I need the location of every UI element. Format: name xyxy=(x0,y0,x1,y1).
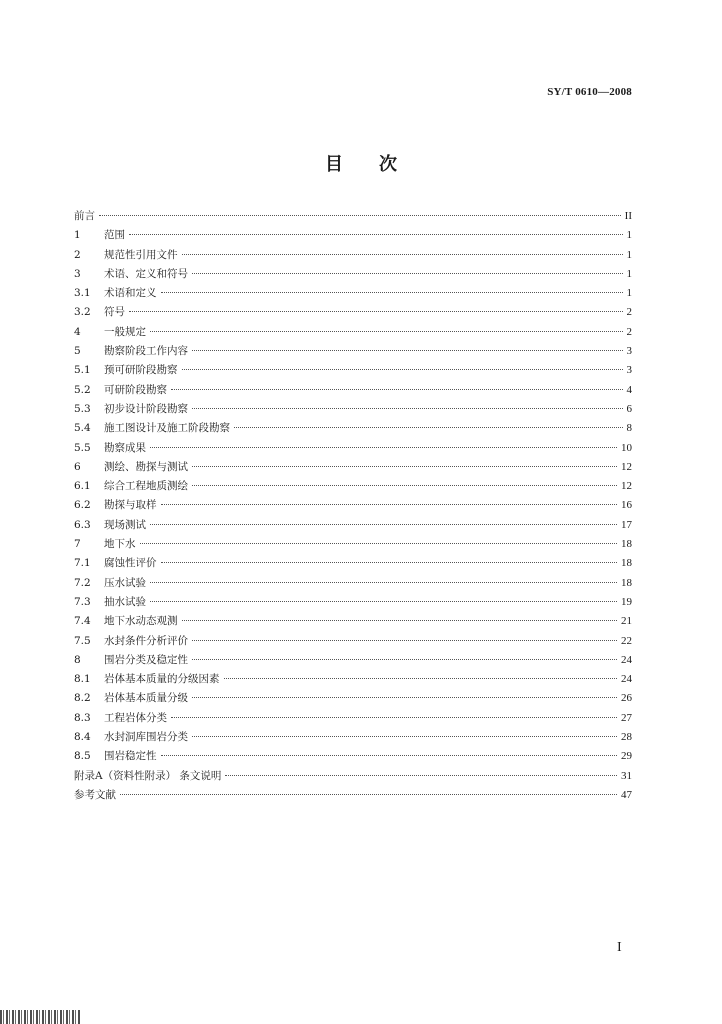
toc-entry-label: 施工图设计及施工阶段勘察 xyxy=(104,422,230,435)
toc-entry-page: 6 xyxy=(626,402,632,415)
dot-leader xyxy=(129,234,623,235)
toc-entry-number: 6.2 xyxy=(74,499,91,512)
dot-leader xyxy=(150,331,623,332)
toc-entry-label: 预可研阶段勘察 xyxy=(104,364,178,377)
toc-entry-label: 术语、定义和符号 xyxy=(104,267,188,280)
toc-entry-label: 抽水试验 xyxy=(104,595,146,608)
toc-entry-number: 8 xyxy=(74,653,81,666)
dot-leader xyxy=(150,601,617,602)
toc-entry[interactable] xyxy=(74,535,632,554)
toc-entry-page: 1 xyxy=(626,229,632,242)
toc-entry[interactable] xyxy=(74,303,632,322)
toc-entry-page: 3 xyxy=(626,364,632,377)
toc-entry[interactable] xyxy=(74,439,632,458)
toc-entry-label: 勘探与取样 xyxy=(104,499,157,512)
toc-entry-number: 5.2 xyxy=(74,383,91,396)
toc-entry-page: 22 xyxy=(621,634,632,647)
toc-entry[interactable] xyxy=(74,574,632,593)
dot-leader xyxy=(171,389,623,390)
toc-entry-label: 水封洞库围岩分类 xyxy=(104,731,188,744)
table-of-contents xyxy=(74,207,632,805)
toc-entry-label: 工程岩体分类 xyxy=(104,711,167,724)
toc-entry-number: 8.3 xyxy=(74,711,91,724)
toc-entry-label: 可研阶段勘察 xyxy=(104,383,167,396)
dot-leader xyxy=(192,697,617,698)
toc-entry-number: 3.2 xyxy=(74,306,91,319)
toc-entry-number: 7.2 xyxy=(74,576,91,589)
toc-entry-number: 1 xyxy=(74,229,81,242)
dot-leader xyxy=(192,273,623,274)
toc-entry-label: 腐蚀性评价 xyxy=(104,557,157,570)
toc-entry[interactable] xyxy=(74,284,632,303)
toc-entry-page: 17 xyxy=(621,518,632,531)
dot-leader xyxy=(192,736,617,737)
dot-leader xyxy=(140,543,618,544)
toc-entry-number: 6.1 xyxy=(74,480,91,493)
toc-entry-page: 2 xyxy=(626,325,632,338)
toc-entry-number: 5.1 xyxy=(74,364,91,377)
title-part-2: 次 xyxy=(379,154,397,175)
toc-entry-number: 7.3 xyxy=(74,595,91,608)
dot-leader xyxy=(171,717,617,718)
dot-leader xyxy=(234,427,623,428)
toc-entry-page: 24 xyxy=(621,673,632,686)
toc-entry-page: 1 xyxy=(626,248,632,261)
dot-leader xyxy=(192,350,623,351)
toc-entry[interactable] xyxy=(74,689,632,708)
dot-leader xyxy=(161,504,618,505)
toc-entry-page: 1 xyxy=(626,267,632,280)
toc-entry-page: 31 xyxy=(621,769,632,782)
toc-entry-label: 地下水动态观测 xyxy=(104,615,178,628)
toc-entry[interactable] xyxy=(74,767,632,786)
toc-entry-label: 勘察阶段工作内容 xyxy=(104,345,188,358)
dot-leader xyxy=(150,582,617,583)
toc-entry-label: 参考文献 xyxy=(74,788,116,801)
toc-entry-label: 前言 xyxy=(74,210,95,222)
toc-entry-label: 围岩分类及稳定性 xyxy=(104,653,188,666)
toc-entry-page: 21 xyxy=(621,615,632,628)
toc-entry[interactable] xyxy=(74,265,632,284)
dot-leader xyxy=(150,524,617,525)
toc-entry-page: 19 xyxy=(621,595,632,608)
toc-entry-page: 18 xyxy=(621,538,632,551)
page-number: I xyxy=(617,940,622,955)
toc-entry[interactable] xyxy=(74,226,632,245)
scan-artifact xyxy=(0,1010,80,1024)
dot-leader xyxy=(182,620,618,621)
dot-leader xyxy=(192,485,617,486)
toc-entry-label: 岩体基本质量分级 xyxy=(104,692,188,705)
dot-leader xyxy=(161,292,623,293)
dot-leader xyxy=(182,254,623,255)
toc-entry[interactable] xyxy=(74,323,632,342)
toc-entry[interactable] xyxy=(74,554,632,573)
toc-entry-number: 5 xyxy=(74,345,81,358)
dot-leader xyxy=(192,640,617,641)
toc-entry-page: 24 xyxy=(621,653,632,666)
dot-leader xyxy=(161,755,618,756)
toc-entry-number: 3.1 xyxy=(74,287,91,300)
toc-entry-label: 一般规定 xyxy=(104,325,146,338)
toc-entry-page: 18 xyxy=(621,576,632,589)
dot-leader xyxy=(192,408,623,409)
toc-entry-label: 围岩稳定性 xyxy=(104,750,157,763)
toc-entry-number: 7.4 xyxy=(74,615,91,628)
toc-entry-page: 27 xyxy=(621,711,632,724)
toc-entry-label: 规范性引用文件 xyxy=(104,248,178,261)
title-part-1: 目 xyxy=(325,154,343,175)
toc-entry[interactable] xyxy=(74,458,632,477)
toc-entry[interactable] xyxy=(74,419,632,438)
dot-leader xyxy=(150,447,617,448)
toc-entry[interactable] xyxy=(74,632,632,651)
toc-entry-page: 12 xyxy=(621,480,632,493)
toc-entry-number: 5.5 xyxy=(74,441,91,454)
toc-entry-number: 6 xyxy=(74,460,81,473)
toc-entry-page: 26 xyxy=(621,692,632,705)
toc-entry-number: 2 xyxy=(74,248,81,261)
toc-entry-page: 12 xyxy=(621,460,632,473)
toc-entry-page: 18 xyxy=(621,557,632,570)
toc-entry-label: 符号 xyxy=(104,306,125,319)
toc-entry[interactable] xyxy=(74,246,632,265)
toc-entry-page: 4 xyxy=(626,383,632,396)
toc-entry[interactable] xyxy=(74,709,632,728)
toc-entry-number: 8.5 xyxy=(74,750,91,763)
toc-entry[interactable] xyxy=(74,651,632,670)
toc-entry[interactable] xyxy=(74,516,632,535)
toc-entry-page: II xyxy=(624,210,632,222)
toc-entry-number: 7.1 xyxy=(74,557,91,570)
toc-entry-label: 初步设计阶段勘察 xyxy=(104,402,188,415)
dot-leader xyxy=(99,215,621,216)
toc-entry-page: 10 xyxy=(621,441,632,454)
page-title xyxy=(0,150,722,176)
toc-entry[interactable] xyxy=(74,381,632,400)
toc-entry-label: 岩体基本质量的分级因素 xyxy=(104,673,220,686)
toc-entry-number: 3 xyxy=(74,267,81,280)
toc-entry-label: 勘察成果 xyxy=(104,441,146,454)
toc-entry[interactable] xyxy=(74,612,632,631)
toc-entry-number: 8.2 xyxy=(74,692,91,705)
toc-entry-number: 7 xyxy=(74,538,81,551)
dot-leader xyxy=(120,794,617,795)
toc-entry-number: 7.5 xyxy=(74,634,91,647)
dot-leader xyxy=(182,369,623,370)
toc-entry-page: 3 xyxy=(626,345,632,358)
dot-leader xyxy=(225,775,617,776)
toc-entry-page: 47 xyxy=(621,788,632,801)
toc-entry-number: 8.1 xyxy=(74,673,91,686)
toc-entry-label: 水封条件分析评价 xyxy=(104,634,188,647)
dot-leader xyxy=(224,678,618,679)
toc-entry-page: 28 xyxy=(621,731,632,744)
toc-entry-number: 4 xyxy=(74,325,81,338)
toc-entry-label: 术语和定义 xyxy=(104,287,157,300)
toc-entry[interactable] xyxy=(74,728,632,747)
toc-entry[interactable] xyxy=(74,400,632,419)
toc-entry[interactable] xyxy=(74,342,632,361)
dot-leader xyxy=(192,659,617,660)
toc-entry[interactable] xyxy=(74,477,632,496)
toc-entry[interactable] xyxy=(74,747,632,766)
toc-entry-page: 29 xyxy=(621,750,632,763)
toc-entry-label: 现场测试 xyxy=(104,518,146,531)
toc-entry-label: 附录A（资料性附录） 条文说明 xyxy=(74,769,222,782)
toc-entry-page: 16 xyxy=(621,499,632,512)
toc-entry-label: 地下水 xyxy=(104,538,136,551)
dot-leader xyxy=(161,562,618,563)
toc-entry-label: 范围 xyxy=(104,229,125,242)
toc-entry-number: 5.3 xyxy=(74,402,91,415)
standard-code: SY/T 0610—2008 xyxy=(547,86,632,98)
toc-entry[interactable] xyxy=(74,207,632,226)
toc-entry[interactable] xyxy=(74,786,632,805)
toc-entry[interactable] xyxy=(74,496,632,515)
toc-entry-number: 8.4 xyxy=(74,731,91,744)
dot-leader xyxy=(129,311,623,312)
toc-entry-page: 2 xyxy=(626,306,632,319)
toc-entry[interactable] xyxy=(74,593,632,612)
toc-entry[interactable] xyxy=(74,670,632,689)
toc-entry-label: 综合工程地质测绘 xyxy=(104,480,188,493)
toc-entry[interactable] xyxy=(74,361,632,380)
dot-leader xyxy=(192,466,617,467)
toc-entry-number: 6.3 xyxy=(74,518,91,531)
toc-entry-page: 1 xyxy=(626,287,632,300)
toc-entry-label: 压水试验 xyxy=(104,576,146,589)
toc-entry-number: 5.4 xyxy=(74,422,91,435)
toc-entry-label: 测绘、勘探与测试 xyxy=(104,460,188,473)
toc-entry-page: 8 xyxy=(626,422,632,435)
